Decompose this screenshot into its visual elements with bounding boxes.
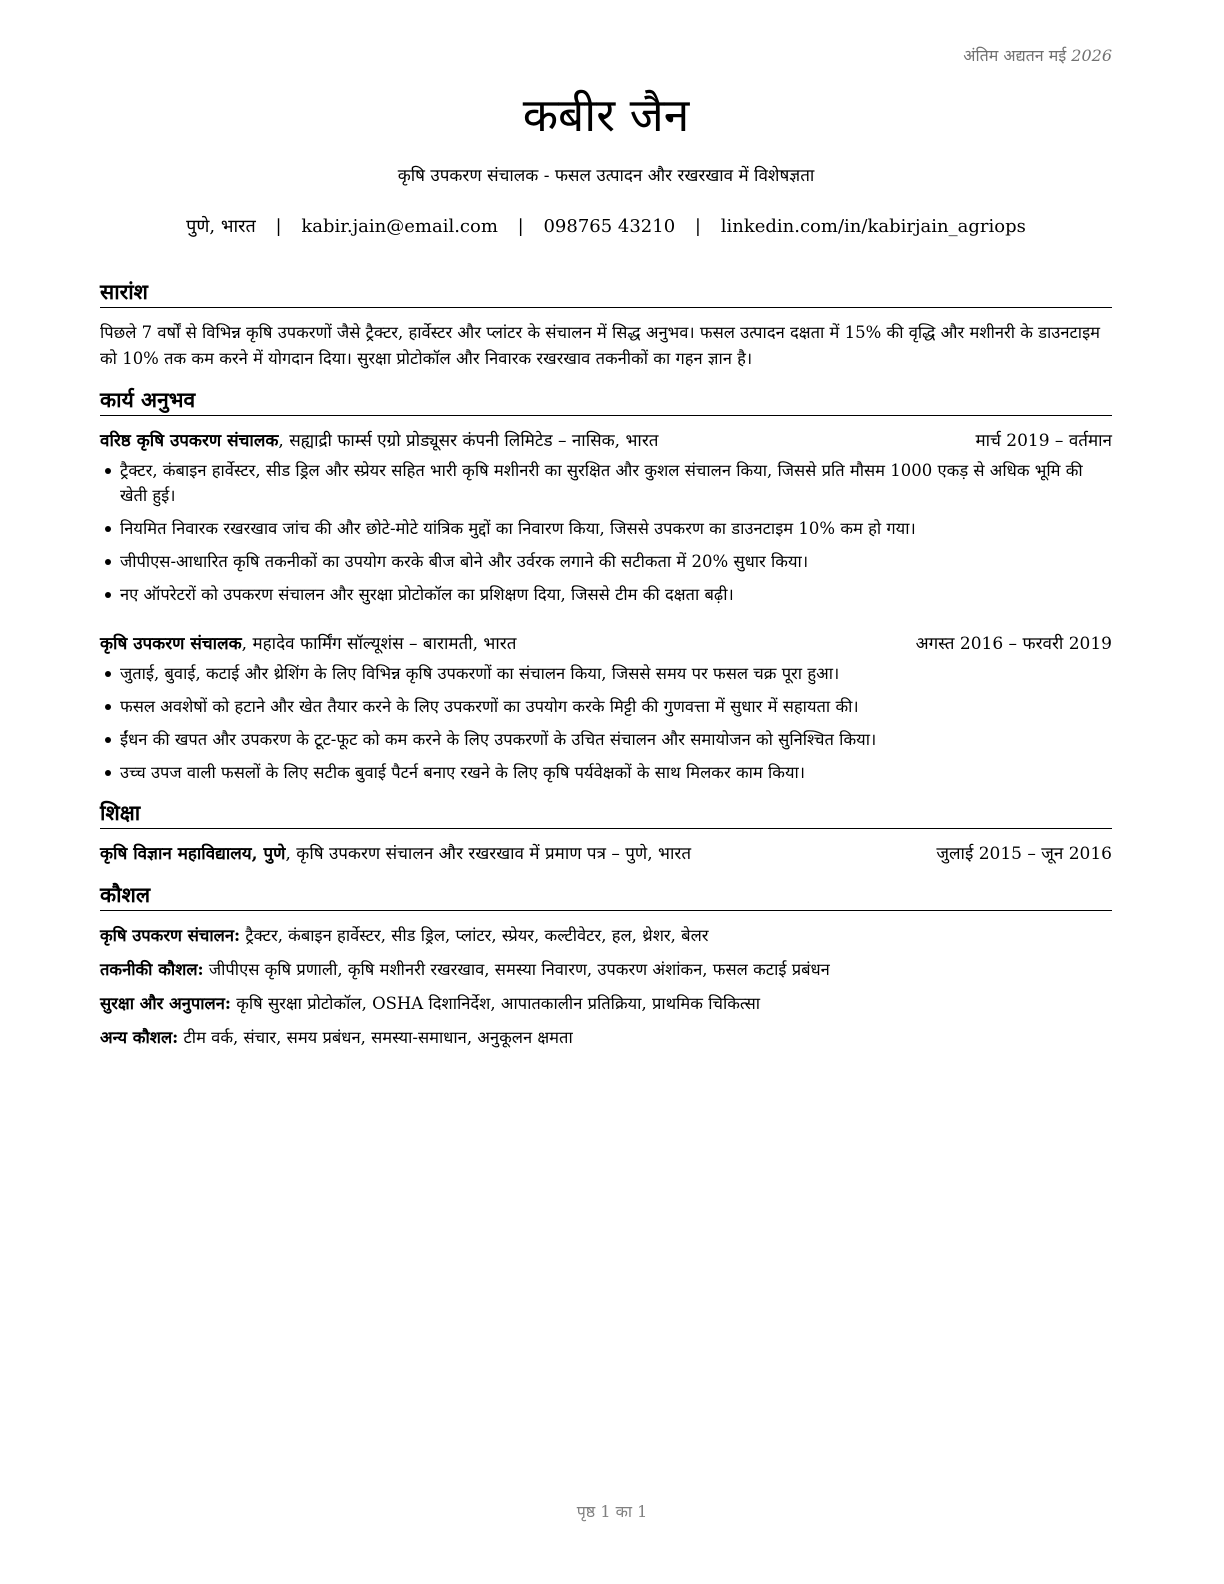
skill-value: कृषि सुरक्षा प्रोटोकॉल, OSHA दिशानिर्देश, आपातकालीन प्रतिक्रिया, प्राथमिक चिकित्सा <box>230 994 761 1013</box>
last-updated-year: 2026 <box>1071 46 1112 65</box>
contact-location: पुणे, भारत <box>186 216 256 237</box>
contact-line <box>100 214 1112 240</box>
candidate-name: कबीर जैन <box>522 88 690 142</box>
contact-separator: | <box>694 216 701 237</box>
last-updated-label: अंतिम अद्यतन मई <box>963 46 1067 65</box>
education-detail: , कृषि उपकरण संचालन और रखरखाव में प्रमाण पत्र – पुणे, भारत <box>285 844 692 864</box>
summary-section <box>100 278 1112 372</box>
education-line <box>100 841 691 867</box>
bullet-item: फसल अवशेषों को हटाने और खेत तैयार करने के लिए उपकरणों का उपयोग करके मिट्टी की गुणवत्ता में सुधार में सहायता की। <box>120 694 1112 719</box>
skill-label: अन्य कौशल: <box>100 1028 179 1047</box>
bullet-item: उच्च उपज वाली फसलों के लिए सटीक बुवाई पैटर्न बनाए रखने के लिए कृषि पर्यवेक्षकों के साथ मिलकर काम किया। <box>120 760 1112 785</box>
page-number: पृष्ठ 1 का 1 <box>576 1502 648 1521</box>
section-title-summary: सारांश <box>100 278 1112 308</box>
experience-section <box>100 386 1112 785</box>
job-entry <box>100 428 1112 607</box>
bullet-item: जीपीएस-आधारित कृषि तकनीकों का उपयोग करके बीज बोने और उर्वरक लगाने की सटीकता में 20% सुधार किया। <box>120 549 1112 574</box>
bullet-item: ट्रैक्टर, कंबाइन हार्वेस्टर, सीड ड्रिल और स्प्रेयर सहित भारी कृषि मशीनरी का सुरक्षित और कुशल संचालन किया, जिससे प्रति मौसम 1000 एकड़ से अधिक भूमि की खेती हुई। <box>120 458 1112 508</box>
job-entry <box>100 631 1112 785</box>
bullet-item: नियमित निवारक रखरखाव जांच की और छोटे-मोटे यांत्रिक मुद्दों का निवारण किया, जिससे उपकरण का डाउनटाइम 10% कम हो गया। <box>120 516 1112 541</box>
education-section <box>100 799 1112 867</box>
job-org: , सह्याद्री फार्म्स एग्रो प्रोड्यूसर कंपनी लिमिटेड – नासिक, भारत <box>278 431 659 451</box>
skill-label: सुरक्षा और अनुपालन: <box>100 994 231 1013</box>
resume-page <box>100 80 1112 1059</box>
bullet-item: ईंधन की खपत और उपकरण के टूट-फूट को कम करने के लिए उपकरणों के उचित संचालन और समायोजन को सुनिश्चित किया। <box>120 727 1112 752</box>
bullet-item: नए ऑपरेटरों को उपकरण संचालन और सुरक्षा प्रोटोकॉल का प्रशिक्षण दिया, जिससे टीम की दक्षता बढ़ी। <box>120 582 1112 607</box>
skill-line <box>100 1025 1112 1051</box>
job-dates: मार्च 2019 – वर्तमान <box>975 431 1112 451</box>
bullet-item: जुताई, बुवाई, कटाई और थ्रेशिंग के लिए विभिन्न कृषि उपकरणों का संचालन किया, जिससे समय पर फसल चक्र पूरा हुआ। <box>120 661 1112 686</box>
skills-section <box>100 881 1112 1051</box>
contact-linkedin[interactable]: linkedin.com/in/kabirjain_agriops <box>720 216 1026 237</box>
job-role: कृषि उपकरण संचालक <box>100 634 242 654</box>
job-bullets <box>100 458 1112 607</box>
skill-value: टीम वर्क, संचार, समय प्रबंधन, समस्या-समाधान, अनुकूलन क्षमता <box>178 1028 573 1047</box>
job-role: वरिष्ठ कृषि उपकरण संचालक <box>100 431 279 451</box>
job-org: , महादेव फार्मिंग सॉल्यूशंस – बारामती, भारत <box>241 634 517 654</box>
job-title-line <box>100 631 516 657</box>
education-dates: जुलाई 2015 – जून 2016 <box>936 844 1112 864</box>
job-header <box>100 631 1112 657</box>
job-dates: अगस्त 2016 – फरवरी 2019 <box>915 634 1112 654</box>
skill-line <box>100 957 1112 983</box>
skill-line <box>100 991 1112 1017</box>
education-entry <box>100 841 1112 867</box>
section-title-skills: कौशल <box>100 881 1112 911</box>
contact-email[interactable]: kabir.jain@email.com <box>301 216 498 237</box>
section-title-experience: कार्य अनुभव <box>100 386 1112 416</box>
skill-line <box>100 923 1112 949</box>
job-bullets <box>100 661 1112 785</box>
skill-label: कृषि उपकरण संचालन: <box>100 926 241 945</box>
education-institution: कृषि विज्ञान महाविद्यालय, पुणे <box>100 844 286 864</box>
skill-label: तकनीकी कौशल: <box>100 960 204 979</box>
contact-phone: 098765 43210 <box>543 216 676 237</box>
contact-separator: | <box>517 216 524 237</box>
job-header <box>100 428 1112 454</box>
job-title-line <box>100 428 658 454</box>
section-title-education: शिक्षा <box>100 799 1112 829</box>
headline: कृषि उपकरण संचालक - फसल उत्पादन और रखरखाव में विशेषज्ञता <box>397 166 815 186</box>
skill-value: ट्रैक्टर, कंबाइन हार्वेस्टर, सीड ड्रिल, प्लांटर, स्प्रेयर, कल्टीवेटर, हल, थ्रेशर, बेलर <box>240 926 709 945</box>
skill-value: जीपीएस कृषि प्रणाली, कृषि मशीनरी रखरखाव, समस्या निवारण, उपकरण अंशांकन, फसल कटाई प्रबंधन <box>203 960 830 979</box>
summary-text: पिछले 7 वर्षों से विभिन्न कृषि उपकरणों जैसे ट्रैक्टर, हार्वेस्टर और प्लांटर के संचालन में सिद्ध अनुभव। फसल उत्पादन दक्षता में 15% की वृद्धि और मशीनरी के डाउनटाइम को 10% तक कम करने में योगदान दिया। सुरक्षा प्रोटोकॉल और निवारक रखरखाव तकनीकों का गहन ज्ञान है। <box>100 323 1101 368</box>
last-updated <box>963 44 1112 66</box>
contact-separator: | <box>275 216 282 237</box>
